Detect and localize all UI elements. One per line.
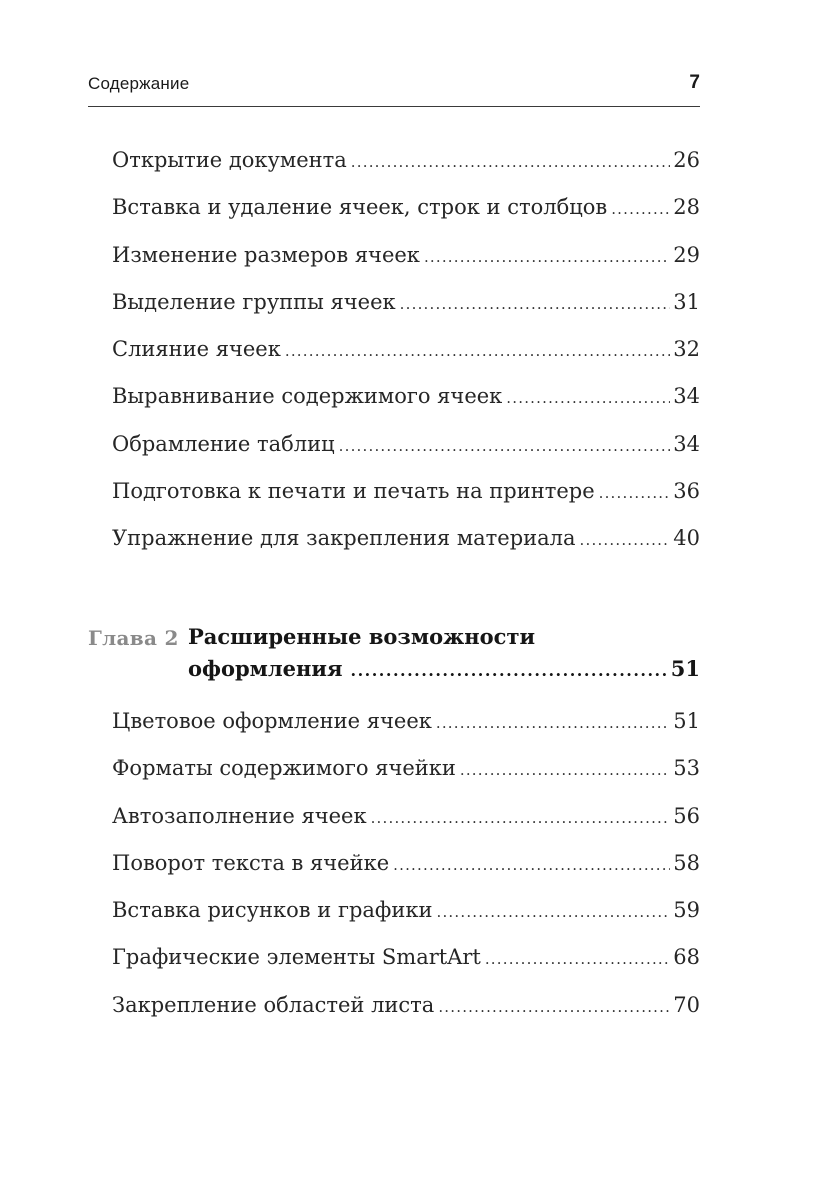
toc-entry-title: Вставка и удаление ячеек, строк и столбцов <box>112 195 608 220</box>
dot-leader <box>393 850 670 880</box>
toc-entry <box>112 145 700 192</box>
toc-entry-title: Форматы содержимого ячейки <box>112 756 456 781</box>
toc-entry-page: 70 <box>673 992 700 1017</box>
page-number: 7 <box>689 72 700 93</box>
toc-entry <box>112 287 700 334</box>
toc-entry-title: Упражнение для закрепления материала <box>112 526 576 551</box>
dot-leader <box>339 431 671 461</box>
dot-leader <box>351 656 669 686</box>
dot-leader <box>611 194 670 224</box>
toc-entry <box>112 801 700 848</box>
chapter-title-line2: оформления <box>188 656 343 681</box>
toc-entry-title: Закрепление областей листа <box>112 992 435 1017</box>
toc-section-1 <box>112 145 700 571</box>
toc-entry <box>112 942 700 989</box>
dot-leader <box>438 992 670 1022</box>
dot-leader <box>424 242 670 272</box>
toc-entry <box>112 334 700 381</box>
running-header <box>88 72 700 98</box>
toc-entry-title: Открытие документа <box>112 148 347 172</box>
toc-entry-title: Автозаполнение ячеек <box>112 803 367 828</box>
dot-leader <box>580 525 671 555</box>
toc-entry-page: 59 <box>673 898 700 923</box>
dot-leader <box>436 708 670 738</box>
toc-entry-page: 40 <box>673 526 700 551</box>
toc-entry-page: 28 <box>673 195 700 220</box>
toc-entry-title: Графические элементы SmartArt <box>112 945 481 970</box>
running-title: Содержание <box>88 74 190 93</box>
dot-leader <box>485 944 670 974</box>
toc-entry-page: 34 <box>673 431 700 456</box>
header-rule <box>88 106 700 107</box>
dot-leader <box>437 897 671 927</box>
toc-entry <box>112 381 700 428</box>
toc-entry-page: 26 <box>673 148 700 172</box>
toc-entry-page: 29 <box>673 242 700 267</box>
toc-entry <box>112 753 700 800</box>
toc-section-2 <box>112 706 700 1037</box>
toc-entry-page: 53 <box>673 756 700 781</box>
toc-entry-page: 68 <box>673 945 700 970</box>
dot-leader <box>351 147 670 177</box>
toc-entry <box>112 706 700 753</box>
toc-entry-title: Слияние ячеек <box>112 337 281 362</box>
toc-entry-page: 51 <box>673 709 700 733</box>
toc-entry <box>112 990 700 1037</box>
dot-leader <box>371 803 671 833</box>
toc-entry <box>112 523 700 570</box>
toc-entry-page: 32 <box>673 337 700 362</box>
toc-entry-page: 31 <box>673 289 700 314</box>
toc-entry-title: Выделение группы ячеек <box>112 289 396 314</box>
dot-leader <box>400 289 671 319</box>
dot-leader <box>506 383 670 413</box>
toc-entry-title: Изменение размеров ячеек <box>112 242 420 267</box>
toc-entry-page: 58 <box>673 850 700 875</box>
toc-entry <box>112 429 700 476</box>
toc-entry-title: Цветовое оформление ячеек <box>112 709 432 733</box>
chapter-title-line1: Расширенные возможности <box>188 624 536 649</box>
toc-entry-page: 56 <box>673 803 700 828</box>
toc-entry-page: 36 <box>673 479 700 504</box>
toc-entry <box>112 240 700 287</box>
chapter-label: Глава 2 <box>88 626 179 650</box>
toc-entry-title: Подготовка к печати и печать на принтере <box>112 479 595 504</box>
toc-entry-title: Выравнивание содержимого ячеек <box>112 384 503 409</box>
chapter-title-line2-row <box>188 654 700 686</box>
chapter-page: 51 <box>670 656 700 681</box>
dot-leader <box>599 478 671 508</box>
dot-leader <box>285 336 670 366</box>
toc-entry <box>112 895 700 942</box>
dot-leader <box>460 755 670 785</box>
toc-entry <box>112 476 700 523</box>
toc-entry <box>112 192 700 239</box>
toc-entry-page: 34 <box>673 384 700 409</box>
toc-entry-title: Поворот текста в ячейке <box>112 850 390 875</box>
toc-entry-title: Обрамление таблиц <box>112 431 335 456</box>
toc-entry <box>112 848 700 895</box>
toc-entry-title: Вставка рисунков и графики <box>112 898 433 923</box>
